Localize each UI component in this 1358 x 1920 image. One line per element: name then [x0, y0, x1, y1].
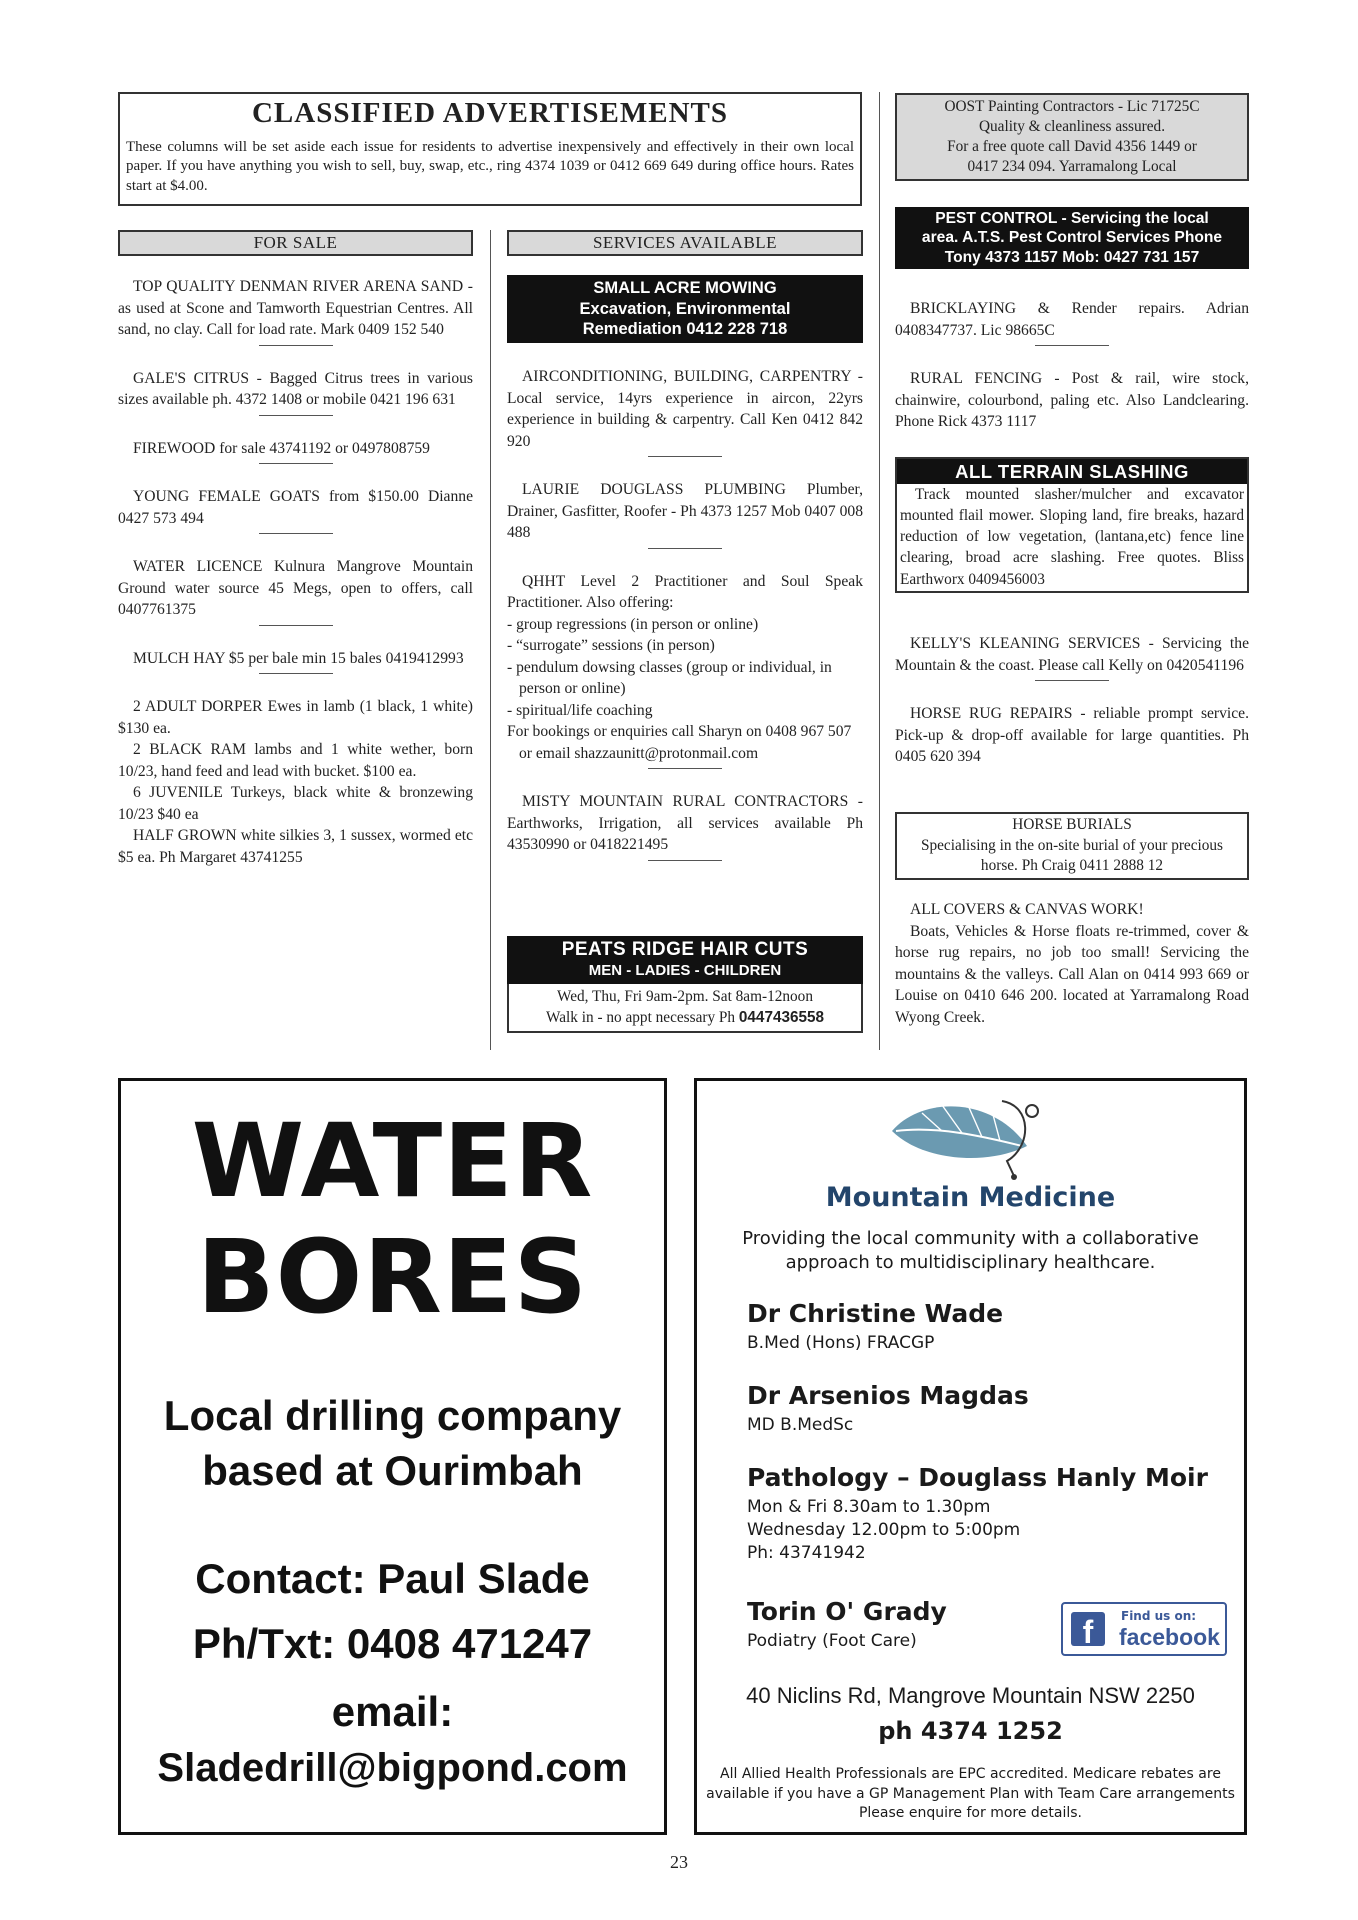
clinic-phone: ph 4374 1252: [878, 1717, 1063, 1745]
ad-list-item: - group regressions (in person or online): [507, 615, 759, 633]
clinic-address: 40 Niclins Rd, Mangrove Mountain NSW 2250: [746, 1683, 1195, 1708]
practitioner-name: Dr Christine Wade: [747, 1299, 1004, 1328]
banner-line: Excavation, Environmental: [579, 299, 791, 318]
divider: [259, 345, 333, 346]
facebook-icon: f: [1071, 1612, 1105, 1646]
ad-text: 2 ADULT DORPER Ewes in lamb (1 black, 1 white) $130 ea.: [118, 698, 473, 737]
ad-text: KELLY'S KLEANING SERVICES - Servicing the Mountain & the coast. Please call Kelly on 0420541196: [895, 635, 1249, 674]
hair-ad: [507, 936, 863, 1033]
banner-line: PEST CONTROL - Servicing the local: [935, 210, 1209, 227]
pathology-hours: Wednesday 12.00pm to 5:00pm: [747, 1519, 1021, 1540]
page-title: CLASSIFIED ADVERTISEMENTS: [251, 97, 729, 129]
for-sale-ad: [118, 486, 473, 534]
leaf-stethoscope-logo: [882, 1091, 1042, 1181]
hair-banner: [507, 936, 863, 984]
slashing-text: Track mounted slasher/mulcher and excavator mounted flail mower. Sloping land, fire breaks, hazard reduction of low vegetation, (lantana,etc) fence line clearing, broad acre slashing. Free quotes. Bliss Earthworx 0409456003: [900, 486, 1244, 588]
pathology-name: Pathology – Douglass Hanly Moir: [747, 1463, 1208, 1492]
ad-title: ALL COVERS & CANVAS WORK!: [910, 901, 1144, 918]
ad-text: MULCH HAY $5 per bale min 15 bales 0419412993: [133, 649, 464, 667]
services-ad: [895, 298, 1249, 346]
services-ad: [895, 703, 1249, 768]
water-bores-ad: [118, 1078, 667, 1835]
for-sale-ad: [118, 648, 473, 675]
ad-line: OOST Painting Contractors - Lic 71725C: [944, 98, 1200, 115]
ad-text: HORSE RUG REPAIRS - reliable prompt service. Pick-up & drop-off available for large quantities. Ph 0405 620 394: [895, 705, 1249, 766]
ad-headline: BORES: [196, 1218, 589, 1337]
ad-text: WATER LICENCE Kulnura Mangrove Mountain Ground water source 45 Megs, open to offers, call 0407761375: [118, 558, 473, 619]
ad-list-item: - pendulum dowsing classes (group or individual, in person or online): [507, 658, 832, 698]
ad-text: MISTY MOUNTAIN RURAL CONTRACTORS - Earthworks, Irrigation, all services available Ph 43530990 or 0418221495: [507, 793, 863, 854]
column-divider: [490, 230, 491, 1050]
right-column-mid: [895, 633, 1249, 768]
ad-text: YOUNG FEMALE GOATS from $150.00 Dianne 0427 573 494: [118, 488, 473, 527]
livestock-ad: [118, 696, 473, 868]
ad-text: BRICKLAYING & Render repairs. Adrian 0408347737. Lic 98665C: [895, 300, 1249, 339]
for-sale-heading: FOR SALE: [118, 230, 473, 256]
brand-name: Mountain Medicine: [825, 1182, 1116, 1213]
divider: [259, 625, 333, 626]
hair-hours: Wed, Thu, Fri 9am-2pm. Sat 8am-12noon: [557, 987, 813, 1005]
hair-details: [507, 984, 863, 1033]
divider: [259, 533, 333, 534]
ad-text: TOP QUALITY DENMAN RIVER ARENA SAND - as used at Scone and Tamworth Equestrian Centres. All sand, no clay. Call for load rate. Mark 0409 152 540: [118, 278, 473, 339]
services-ad: [895, 368, 1249, 433]
ad-title: HORSE BURIALS: [1012, 816, 1132, 833]
pathology: [747, 1461, 1208, 1566]
ad-text: HALF GROWN white silkies 3, 1 sussex, wormed etc $5 ea. Ph Margaret 43741255: [118, 827, 473, 866]
ad-email-label: email:: [331, 1688, 454, 1736]
ad-line: 0417 234 094. Yarramalong Local: [967, 157, 1177, 175]
tagline-line: Providing the local community with a collaborative: [742, 1228, 1199, 1249]
ad-text: LAURIE DOUGLASS PLUMBING Plumber, Drainer, Gasfitter, Roofer - Ph 4373 1257 Mob 0407 008 488: [507, 481, 863, 542]
ad-text: GALE'S CITRUS - Bagged Citrus trees in various sizes available ph. 4372 1408 or mobile 0421 196 631: [118, 369, 473, 409]
divider: [1035, 345, 1109, 346]
banner-title: PEATS RIDGE HAIR CUTS: [561, 939, 809, 960]
ad-line: For a free quote call David 4356 1449 or: [947, 137, 1197, 155]
ad-email: Sladedrill@bigpond.com: [157, 1745, 628, 1790]
practitioner-name: Dr Arsenios Magdas: [747, 1381, 1029, 1410]
tagline-line: approach to multidisciplinary healthcare.: [785, 1252, 1156, 1274]
banner-line: Remediation 0412 228 718: [582, 320, 788, 339]
classified-header: [118, 92, 862, 206]
ad-text: QHHT Level 2 Practitioner and Soul Speak Practitioner. Also offering:: [507, 572, 863, 612]
divider: [648, 860, 722, 861]
divider: [648, 456, 722, 457]
qhht-ad: [507, 571, 863, 770]
practitioner: [747, 1379, 1029, 1437]
facebook-badge[interactable]: [1061, 1602, 1227, 1656]
ad-text: AIRCONDITIONING, BUILDING, CARPENTRY - Local service, 14yrs experience in aircon, 22yrs experience in building & carpentry. Call Ken 0412 842 920: [507, 368, 863, 450]
ad-text: 2 BLACK RAM lambs and 1 white wether, born 10/23, hand feed and lead with bucket. $100 ea.: [118, 741, 473, 780]
for-sale-ad: [118, 368, 473, 416]
ad-text: For bookings or enquiries call Sharyn on 0408 967 507 or email shazzaunitt@protonmail.com: [507, 723, 852, 762]
for-sale-ad: [118, 276, 473, 346]
ad-description: Local drilling company: [163, 1392, 622, 1439]
podiatry: [747, 1595, 947, 1653]
services-heading: SERVICES AVAILABLE: [507, 230, 863, 256]
column-divider: [879, 92, 880, 1050]
for-sale-ad: [118, 438, 473, 465]
ad-line: Quality & cleanliness assured.: [978, 117, 1166, 135]
ad-list-item: - “surrogate” sessions (in person): [507, 637, 715, 655]
mountain-medicine-ad: [694, 1078, 1247, 1835]
practitioner: [747, 1297, 1003, 1355]
ad-text: Specialising in the on-site burial of your precious horse. Ph Craig 0411 2888 12: [920, 836, 1224, 875]
facebook-wordmark: facebook: [1119, 1624, 1220, 1650]
slashing-banner: ALL TERRAIN SLASHING: [897, 459, 1247, 484]
divider: [648, 548, 722, 549]
divider: [1035, 680, 1109, 681]
ad-text: RURAL FENCING - Post & rail, wire stock, chainwire, colourbond, paling etc. Also Landclearing. Phone Rick 4373 1117: [895, 370, 1249, 431]
ad-text: Boats, Vehicles & Horse floats re-trimmed, cover & horse rug repairs, no job too small! Servicing the mountains & the valleys. Call Alan on 0414 993 669 or Louise on 0410 646 200. located at Yarramalong Road Wyong Creek.: [895, 922, 1249, 1026]
divider: [259, 463, 333, 464]
hair-walk-text: Walk in - no appt necessary Ph: [546, 1008, 739, 1026]
oost-ad: [895, 93, 1249, 181]
services-ad: [507, 366, 863, 457]
footer-line: available if you have a GP Management Plan with Team Care arrangements: [706, 1785, 1235, 1802]
ad-phone: Ph/Txt: 0408 471247: [192, 1619, 593, 1667]
ad-text: FIREWOOD for sale 43741192 or 0497808759: [133, 439, 430, 457]
for-sale-ad: [118, 556, 473, 626]
footer-line: All Allied Health Professionals are EPC accredited. Medicare rebates are: [720, 1766, 1221, 1782]
pest-control-banner: [895, 207, 1249, 269]
ad-headline: WATER: [191, 1102, 594, 1221]
header-intro: These columns will be set aside each issue for residents to advertise inexpensively and effectively in their own local paper. If you have anything you wish to sell, buy, swap, etc., ring 4374 1039 or 0412 669 649 during office hours. Rates start at $4.00.: [126, 138, 854, 194]
podiatry-name: Torin O' Grady: [747, 1597, 947, 1626]
clinic-footer: [697, 1765, 1244, 1824]
facebook-find-text: Find us on:: [1121, 1609, 1197, 1623]
covers-ad: [895, 899, 1249, 1028]
hair-walk-in: [509, 1007, 861, 1028]
footer-line: Please enquire for more details.: [858, 1805, 1083, 1822]
divider: [259, 415, 333, 416]
pathology-phone: Ph: 43741942: [747, 1543, 866, 1564]
ad-description: based at Ourimbah: [202, 1446, 583, 1494]
page-number: 23: [670, 1852, 688, 1872]
banner-line: Tony 4373 1157 Mob: 0427 731 157: [944, 248, 1200, 266]
banner-line: SMALL ACRE MOWING: [593, 279, 777, 297]
podiatry-detail: Podiatry (Foot Care): [747, 1630, 917, 1651]
services-ad: [507, 791, 863, 861]
banner-line: area. A.T.S. Pest Control Services Phone: [921, 229, 1223, 247]
services-ad: [895, 633, 1249, 681]
tagline: [697, 1227, 1244, 1276]
right-column-top: [895, 298, 1249, 433]
horse-burials-ad: [895, 812, 1249, 880]
divider: [259, 673, 333, 674]
ad-list-item: - spiritual/life coaching: [507, 701, 653, 719]
slashing-ad: [895, 457, 1249, 593]
pathology-hours: Mon & Fri 8.30am to 1.30pm: [747, 1496, 991, 1517]
hair-phone: 0447436558: [738, 1008, 824, 1026]
practitioner-detail: B.Med (Hons) FRACGP: [747, 1332, 935, 1353]
divider: [648, 768, 722, 769]
mowing-banner: [507, 275, 863, 343]
practitioner-detail: MD B.MedSc: [747, 1414, 854, 1435]
for-sale-column: [118, 276, 473, 868]
ad-contact: Contact: Paul Slade: [195, 1555, 590, 1603]
banner-subtitle: MEN - LADIES - CHILDREN: [588, 961, 782, 979]
ad-text: 6 JUVENILE Turkeys, black white & bronzewing 10/23 $40 ea: [118, 784, 473, 823]
services-column: [507, 366, 863, 883]
services-ad: [507, 479, 863, 549]
